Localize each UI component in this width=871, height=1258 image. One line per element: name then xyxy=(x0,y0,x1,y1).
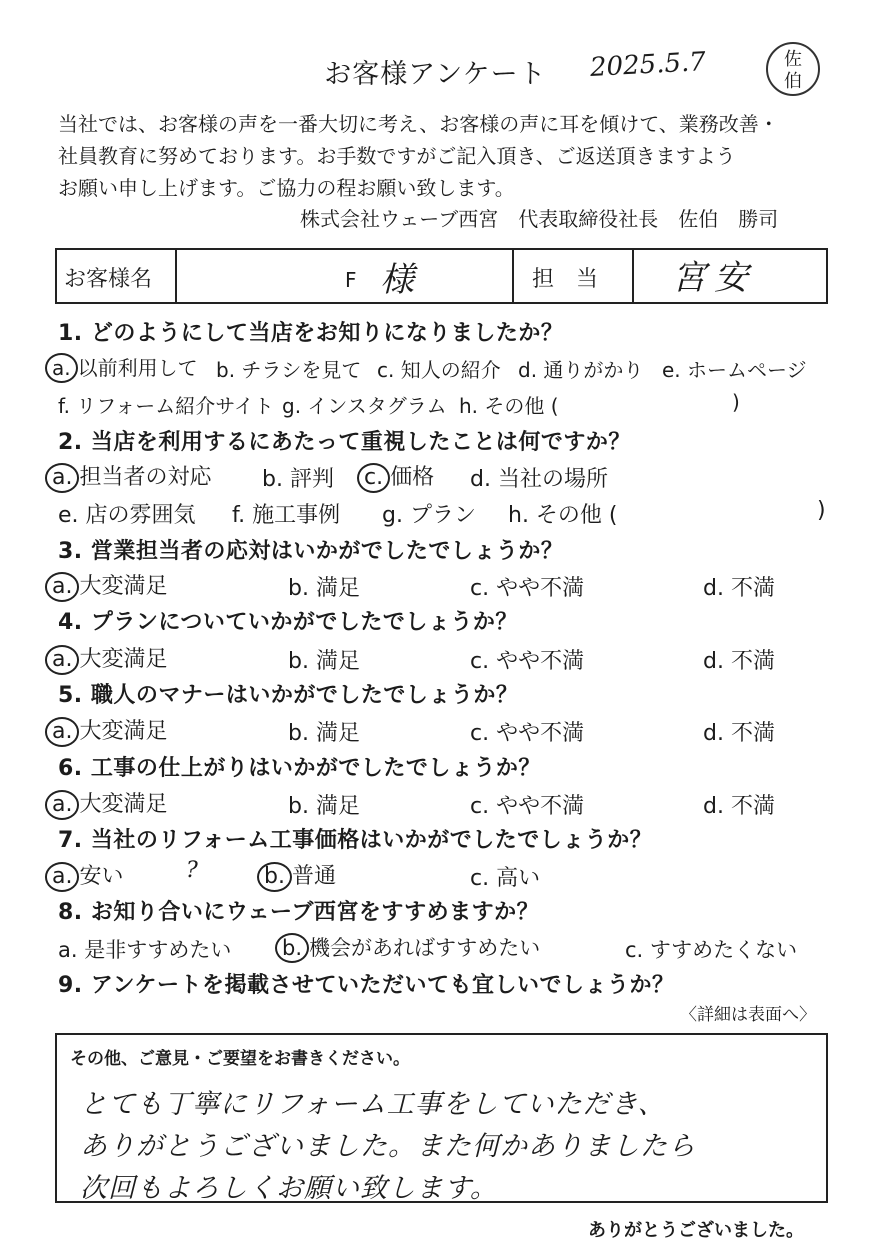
q1-option-c: c. 知人の紹介 xyxy=(377,358,501,382)
comment-line-1: とても丁寧にリフォーム工事をしていただき、 xyxy=(80,1089,666,1120)
q8-option-a: a. 是非すすめたい xyxy=(58,938,232,962)
q2-option-e: e. 店の雰囲気 xyxy=(58,503,196,528)
question-3: 3. 営業担当者の応対はいかがでしたでしょうか？ xyxy=(58,539,564,564)
q3-option-b: b. 満足 xyxy=(288,576,360,601)
q6-option-a: a. 大変満足 xyxy=(52,787,168,820)
q8-option-b: b. 機会があればすすめたい xyxy=(282,932,540,963)
q7-option-c: c. 高い xyxy=(470,866,541,891)
q7-option-a: a. 安い xyxy=(52,859,124,892)
q3-option-d: d. 不満 xyxy=(703,576,775,601)
q4-option-a: a. 大変満足 xyxy=(52,642,168,675)
intro-line-2: 社員教育に努めております。お手数ですがご記入頂き、ご返送頂きますよう xyxy=(58,144,736,168)
q4-option-d: d. 不満 xyxy=(703,649,775,674)
staff-label: 担 当 xyxy=(532,267,599,292)
q2-option-a: a. 担当者の対応 xyxy=(52,460,212,493)
q5-option-a: a. 大変満足 xyxy=(52,714,168,747)
question-7: 7. 当社のリフォーム工事価格はいかがでしたでしょうか？ xyxy=(58,828,653,853)
question-4: 4. プランについていかがでしたでしょうか？ xyxy=(58,610,518,635)
q6-option-b: b. 満足 xyxy=(288,794,360,819)
customer-name-label: お客様名 xyxy=(64,267,153,292)
stamp-char: 佐 xyxy=(784,49,802,70)
selected-circle: b. xyxy=(257,862,292,892)
question-8: 8. お知り合いにウェーブ西宮をすすめますか？ xyxy=(58,900,540,925)
q1-option-a: a. 以前利用して xyxy=(52,352,198,383)
q2-option-g: g. プラン xyxy=(382,503,476,528)
q5-option-d: d. 不満 xyxy=(703,721,775,746)
question-1: 1. どのようにして当店をお知りになりましたか？ xyxy=(58,321,564,346)
q1-option-e: e. ホームページ xyxy=(662,358,807,382)
q7-option-b: b. 普通 xyxy=(264,859,336,892)
q5-option-b: b. 満足 xyxy=(288,721,360,746)
q4-option-c: c. やや不満 xyxy=(470,649,585,674)
customer-suffix: 様 xyxy=(380,260,414,300)
selected-circle: c. xyxy=(357,463,390,493)
selected-circle: a. xyxy=(45,862,79,892)
q1-option-f: f. リフォーム紹介サイト xyxy=(58,394,274,418)
q1-option-g: g. インスタグラム xyxy=(282,394,447,418)
q1-option-h: h. その他 ( xyxy=(459,394,559,418)
selected-circle: a. xyxy=(45,572,79,602)
q6-option-d: d. 不満 xyxy=(703,794,775,819)
intro-line-3: お願い申し上げます。ご協力の程お願い致します。 xyxy=(58,176,515,200)
q7-handwritten-mark: ? xyxy=(186,858,198,883)
q5-option-c: c. やや不満 xyxy=(470,721,585,746)
q1-option-h-close: ) xyxy=(732,390,740,414)
selected-circle: a. xyxy=(45,717,79,747)
q3-option-a: a. 大変満足 xyxy=(52,569,168,602)
selected-circle: a. xyxy=(45,790,79,820)
q2-option-d: d. 当社の場所 xyxy=(470,467,608,492)
stamp-char: 伯 xyxy=(784,71,802,92)
q2-option-b: b. 評判 xyxy=(262,467,334,492)
closing-thanks: ありがとうございました。 xyxy=(588,1220,804,1241)
question-5: 5. 職人のマナーはいかがでしたでしょうか？ xyxy=(58,683,519,708)
approval-stamp xyxy=(766,42,820,96)
staff-value: 宮安 xyxy=(672,258,756,298)
q2-option-h: h. その他 ( xyxy=(508,503,618,528)
q1-option-d: d. 通りがかり xyxy=(518,358,644,382)
selected-circle: a. xyxy=(45,645,79,675)
comments-label: その他、ご意見・ご要望をお書きください。 xyxy=(70,1049,410,1069)
selected-circle: a. xyxy=(45,353,78,383)
q9-note: 〈詳細は表面へ〉 xyxy=(680,1005,816,1025)
q8-option-c: c. すすめたくない xyxy=(625,938,798,962)
intro-line-1: 当社では、お客様の声を一番大切に考え、お客様の声に耳を傾けて、業務改善・ xyxy=(58,112,779,136)
q4-option-b: b. 満足 xyxy=(288,649,360,674)
survey-title: お客様アンケート xyxy=(324,59,547,90)
comment-line-3: 次回もよろしくお願い致します。 xyxy=(80,1173,498,1204)
question-2: 2. 当店を利用するにあたって重視したことは何ですか？ xyxy=(58,430,631,455)
comment-line-2: ありがとうございました。また何かありましたら xyxy=(80,1131,696,1162)
handwritten-date: 2025.5.7 xyxy=(589,46,707,84)
q3-option-c: c. やや不満 xyxy=(470,576,585,601)
q1-option-b: b. チラシを見て xyxy=(216,358,362,382)
q6-option-c: c. やや不満 xyxy=(470,794,585,819)
question-9: 9. アンケートを掲載させていただいても宜しいでしょうか？ xyxy=(58,973,675,998)
customer-initial: F xyxy=(345,268,357,292)
q2-option-c: c. 価格 xyxy=(364,460,434,493)
selected-circle: b. xyxy=(275,933,309,963)
selected-circle: a. xyxy=(45,463,79,493)
q2-option-h-close: ) xyxy=(817,498,826,523)
q2-option-f: f. 施工事例 xyxy=(232,503,341,528)
question-6: 6. 工事の仕上がりはいかがでしたでしょうか？ xyxy=(58,756,541,781)
company-signature: 株式会社ウェーブ西宮 代表取締役社長 佐伯 勝司 xyxy=(300,207,779,231)
